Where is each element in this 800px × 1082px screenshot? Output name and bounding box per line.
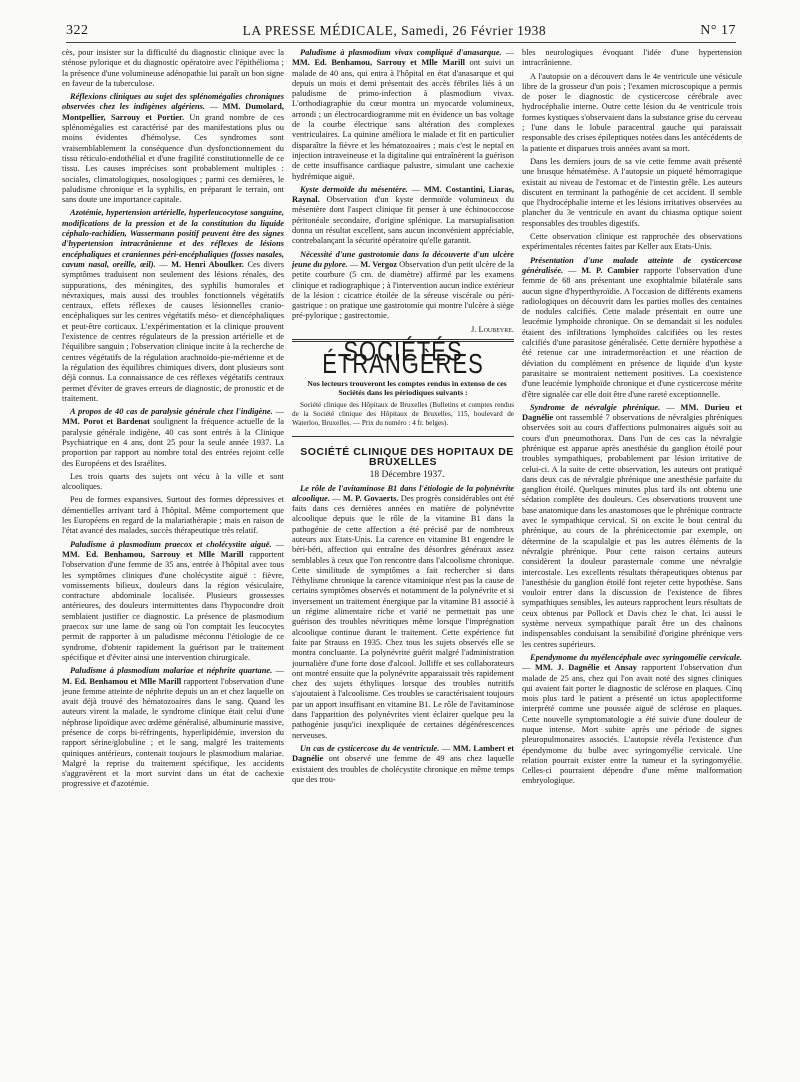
article-heading: Syndrome de névralgie phrénique. bbox=[530, 402, 661, 412]
body-paragraph bbox=[522, 232, 742, 253]
article-paragraph: Paludisme à plasmodium malariae et néphrite quartane. — M. Ed. Benhamou et Mlle Marill rapportent l'observation d'une jeune femme atteinte de néphrite depuis un an et chez laquelle on avait déjà trouvé des hématozoaires dans le sang. Quand les auteurs virent la malade, le syndrome clinique était celui d'une néphrose lipoïdique avec œdème généralisé, albuminurie massive, présence de corps bi-réfringents, hyperlipidémie, inversion du rapport sérine/globuline ; et le sang, malgré les traitements quiniques antérieurs, contenait toujours le plasmodium malariae. Malgré la reprise du traitement spécifique, les accidents s'aggravèrent et la mort survint dans un état de cachexie progressive et d'azotémie. bbox=[62, 666, 284, 789]
article-heading: Ependymome du myélencéphale avec syringomélie cervicale. bbox=[530, 652, 742, 662]
column-2-bottom bbox=[292, 484, 514, 786]
body-paragraph bbox=[522, 48, 742, 69]
column-2-top bbox=[292, 48, 514, 322]
article-authors: M. Ed. Benhamou et Mlle Marill bbox=[62, 676, 182, 686]
article-authors: MM. J. Dagnélie et Ansay bbox=[534, 663, 637, 673]
society-name: SOCIÉTÉ CLINIQUE DES HOPITAUX DE BRUXELLES bbox=[300, 445, 514, 468]
article-heading: A propos de 40 cas de paralysie générale chez l'indigène. bbox=[70, 407, 273, 417]
article-text: ont rassemblé 7 observations de névralgies phréniques observées soit au cours d'affections pulmonaires aiguës soit au cours d'un pneumothorax. Dans l'un de ces cas la névralgie phrénique est apparue après anesthésie du ganglion étoilé pour troubles sympathiques, probablement par lésion irritative de celui-ci. A la suite de cette observation, les auteurs ont pratiqué dans deux cas de névralgie phrénique une anesthésie parfaite du ganglion étoilé. Quelques minutes plus tard ils ont obtenu une sédation complète des douleurs. Ces observations trouvent une base anatomique dans les anastomoses que le phrénique contracte avec le sympathique cervical. Si on excite le bout central du phrénique, au cours de la phrénicectomie par exemple, on détermine de la scapulalgie et pas les autres éléments de la névralgie phrénique. Pour cette raison certains auteurs considèrent la douleur parasternale comme une névralgie intercostale. Les excellents résultats thérapeutiques obtenus par l'anesthésie du ganglion étoilé font rejeter cette hypothèse. Sans vouloir entrer dans la discussion de l'existence de fibres sympathiques sensibles, les auteurs rapprochent leurs résultats de ceux obtenus par Pollock et Davis chez le chat. Ici aussi le système nerveux sympathique paraît être un des chaînons indispensables conduisant la sensibilité d'origine phrénique vers les centres supérieurs. bbox=[522, 413, 742, 649]
article-text: Ces divers symptômes traduisent non seulement des lésions rénales, des suppurations, des méningites, des syphilis humorales et névraxiques, mais aussi des troubles fonctionnels végétatifs centraux, effets réflexes de causes lésionnelles cranio-encéphaliques sur les centres végétatifs méso- et diencéphaliques et peut-être corticaux. L'expérimentation et la clinique prouvent l'existence de centres régulateurs de la pression artérielle et de l'équilibre sanguin ; l'observation clinique incite à la recherche de centres végétatifs de la régulation arachnoïdo-pie-mérienne et de la régulation des équilibres chimiques divers, dont plusieurs sont déjà connus. La connaissance de ces réflexes végétatifs centraux permet d'éviter de graves erreurs de diagnostic, de pronostic et de traitement. bbox=[62, 259, 284, 403]
article-authors: MM. Costantini, Liaras, Raynal. bbox=[292, 184, 514, 205]
article-authors: M. Henri Aboulker. bbox=[171, 259, 244, 269]
article-authors: M. P. Govaerts. bbox=[342, 493, 399, 503]
article-paragraph: Le rôle de l'avitaminose B1 dans l'étiologie de la polynévrite alcoolique. — M. P. Govaerts. Des progrès considérables ont été faits dans ces dernières années en matière de polynévrite alcoolique depuis que le rôle de la vitamine B1 dans la pathogénie de cette affection a été précisé par de nombreux auteurs aux Etats-Unis. La carence en vitamine B1 engendre le béri-béri, affection qui entraîne des désordres généraux assez semblables à ceux que l'on rencontre dans l'alcoolisme chronique. Cette similitude de symptômes a fait rechercher si dans l'éthylisme chronique la carence vitaminique n'est pas la cause de certains symptômes observés et notamment de la polynévrite et si inversement un traitement énergique par la vitamine B1 associé à un régime alimentaire riche et varié ne permettait pas une guérison des troubles névritiques même lorsque l'imprégnation alcoolique continue durant le traitement. Cette expérience fut faite par Strauss en 1935. Chez tous les sujets observés elle se montra concluante. La polynévrite guérit malgré l'administration journalière d'une forte dose d'alcool. Jolliffe et ses collaborateurs ont montré ensuite que la polynévrite apparaissait très rapidement chez des sujets éthyliques lorsque des troubles nutritifs s'ajoutaient à l'alcoolisme. Ces troubles se caractérisaient toujours par un apport insuffisant en vitamine B1. Le rôle de l'avitaminose dans l'apparition des polynévrites vient éclairer quelque peu la pathogénie jusqu'ici inexpliquée de certaines dégénérescences nerveuses. bbox=[292, 483, 514, 740]
article-paragraph: Présentation d'une malade atteinte de cysticercose généralisée. — M. P. Cambier rapporte l'observation d'une femme de 68 ans présentant une exophtalmie bilatérale sans aucun signe d'hyperthyroïdie. A l'occasion de différents examens radiologiques on découvrit dans les parties molles des centaines de nodules calcifiés. Cette malade présentait en outre une leucémie lymphoïde chronique. On se demandait si les nodules étaient des infiltrations lymphoïdes calcifiées ou les restes calcifiés d'une parasitose généralisée. Cette dernière hypothèse a été retenue car une intradermoréaction et une réaction de déviation du complément en présence de liquide d'un kyste parasitaire se montraient nettement positives. La coexistence d'une leucémie lymphoïde chronique et d'une cysticercose mérite d'être signalée car elle doit être d'une rareté exceptionnelle. bbox=[522, 255, 742, 399]
article-text: Dans les derniers jours de sa vie cette femme avait présenté une brusque hématémèse. A l'autopsie un piqueté hémorragique existait au niveau de l'estomac et de l'intestin grêle. Les auteurs discutent en terminant la pathogénie de cet accident. Il semble que l'hydrocéphalie interne et les lésions irritatives observées au plancher du 3e ventricule en avant du chiasma optique soient responsables des troubles digestifs. bbox=[522, 156, 742, 228]
article-paragraph: A propos de 40 cas de paralysie générale chez l'indigène. — MM. Porot et Bardenat soulignent la fréquence actuelle de la paralysie générale indigène, 40 cas sont entrés à la Clinique Psychiatrique en 4 ans, dont 25 pour la seule année 1937. La proportion par rapport au nombre total des entrées rejoint celle des Européens et des Israélites. bbox=[62, 407, 284, 468]
article-text: Les trois quarts des sujets ont vécu à la ville et sont alcooliques. bbox=[62, 471, 284, 492]
page-header bbox=[66, 22, 736, 40]
article-text: Cette observation clinique est rapprochée des observations expérimentales récentes faites par Keller aux Etats-Unis. bbox=[522, 232, 742, 252]
article-heading: Présentation d'une malade atteinte de cysticercose généralisée. bbox=[522, 255, 742, 275]
header-rule bbox=[66, 42, 736, 43]
article-paragraph: Réflexions cliniques au sujet des splénomégalies chroniques observées chez les indigènes algériens. — MM. Dumolard, Montpellier, Sarrouy et Portier. Un grand nombre de ces splénomégalies est caractérisé par des manifestations plus ou moins évidentes d'hémolyse. Ces syndromes sont vraisemblablement la conséquence d'un dysfonctionnement du tissu réticulo-endothélial et d'une fragilité constitutionnelle de ce tissu. Les causes imprécises sont probablement multiples : sociales, climatologiques, nosologiques ; parmi ces dernières, le paludisme chronique et la syphilis, en préparant le terrain, ont sans doute une importance capitale. bbox=[62, 92, 284, 205]
article-paragraph: Nécessité d'une gastrotomie dans la découverte d'un ulcère jeune du pylore. — M. Vergoz Observation d'un petit ulcère de la petite courbure (5 cm. de diamètre) affirmé par les examens clinique et radiographique ; à l'intervention aucun indice extérieur de la lésion : cicatrice étoilée de la séreuse viscérale ou péri-gastrique : on pratique une gastrotomie qui montre l'ulcère à siège pré-pylorique ; gastrectomie. bbox=[292, 249, 514, 321]
article-heading: Nécessité d'une gastrotomie dans la découverte d'un ulcère jeune du pylore. bbox=[292, 249, 514, 269]
article-heading: Un cas de cysticercose du 4e ventricule. bbox=[300, 743, 440, 753]
article-heading: Kyste dermoïde du mésentère. bbox=[300, 184, 408, 194]
section-reference: Société clinique des Hôpitaux de Bruxelles (Bulletins et comptes rendus de la Société clinique des Hôpitaux de Bruxelles, 115, boulevard de Waterloo, Bruxelles. — Prix du numéro : 4 fr. belges). bbox=[292, 400, 514, 427]
journal-title-line bbox=[243, 23, 547, 39]
section-title: SOCIÉTÉS ÉTRANGÈRES bbox=[322, 335, 484, 380]
article-paragraph: Azotémie, hypertension artérielle, hyperleucocytose sanguine, modifications de la pression et de la constitution du liquide céphalo-rachidien, Wassermann positif peuvent être des signes d'hypertension intracrânienne et des réflexes de lésions encéphaliques et craniennes péri-encéphaliques (fosses nasales, cavum nasal, oreille, œil). — M. Henri Aboulker. Ces divers symptômes traduisent non seulement des lésions rénales, des suppurations, des méningites, des syphilis humorales et névraxiques, mais aussi des troubles fonctionnels végétatifs centraux, effets réflexes de causes lésionnelles cranio-encéphaliques sur les centres végétatifs méso- et diencéphaliques et peut-être corticaux. L'expérimentation et la clinique prouvent l'existence de centres régulateurs de la pression artérielle et de l'équilibre sanguin ; l'observation clinique incite à la recherche de centres végétatifs de la régulation arachnoïdo-pie-mérienne et de la régulation des équilibres chimiques divers, dont plusieurs sont déjà connus. La connaissance de ces réflexes végétatifs centraux permet d'éviter de graves erreurs de diagnostic, de pronostic et de traitement. bbox=[62, 208, 284, 403]
article-text: rapportent l'observation d'une jeune femme atteinte de néphrite depuis un an et chez laquelle on avait déjà trouvé des hématozoaires dans le sang. Quand les auteurs virent la malade, le syndrome clinique était celui d'une néphrose lipoïdique avec œdème généralisé, albuminurie massive, présence de corps bi-réfringents, hyperlipidémie, inversion du rapport sérine/globuline ; et le sang, malgré les traitements quiniques antérieurs, contenait toujours le plasmodium malariae. Malgré la reprise du traitement spécifique, les accidents s'aggravèrent et la mort survint dans un état de cachexie progressive et d'azotémie. bbox=[62, 676, 284, 789]
article-heading: Azotémie, hypertension artérielle, hyperleucocytose sanguine, modifications de la pression et de la constitution du liquide céphalo-rachidien, Wassermann positif peuvent être des signes d'hypertension intracrânienne et des réflexes de lésions encéphaliques et craniennes péri-encéphaliques (fosses nasales, cavum nasal, oreille, œil). bbox=[62, 208, 284, 269]
article-heading: Réflexions cliniques au sujet des splénomégalies chroniques observées chez les indigènes algériens. bbox=[62, 92, 284, 112]
article-paragraph: Un cas de cysticercose du 4e ventricule. — MM. Lambert et Dagnélie ont observé une femme de 49 ans chez laquelle existaient des troubles de cholécystite chronique en même temps que des trou- bbox=[292, 743, 514, 784]
divider bbox=[292, 436, 514, 437]
article-authors: MM. Durieu et Dagnélie bbox=[522, 402, 742, 423]
article-heading: Le rôle de l'avitaminose B1 dans l'étiologie de la polynévrite alcoolique. bbox=[292, 483, 514, 503]
article-heading: Paludisme à plasmodium malariae et néphrite quartane. bbox=[70, 666, 273, 676]
column-2 bbox=[292, 48, 514, 1073]
article-text: ont observé une femme de 49 ans chez laquelle existaient des troubles de cholécystite chronique en même temps que des trou- bbox=[292, 754, 514, 784]
article-text: ont suivi un malade de 40 ans, qui entra à l'hôpital en état d'anasarque et qui depuis un mois et demi présentait des accès fébriles liés à un paludisme de primo-infection à plasmodium vivax. L'orthodiagraphie du cœur montra un myocarde volumineux, arrondi ; un électrocardiogramme mit en évidence un bas voltage de la courbe électrique sans altération des complexes ventriculaires. La quinine améliora le malade et fit en particulier disparaître la fièvre et les hématozoaires ; mais c'est le neptal en injection intraveineuse et la digitaline qui entraînèrent la guérison de cette insuffisance cardiaque palustre, simulant une cachexie hydrémique aiguë. bbox=[292, 58, 514, 181]
body-paragraph bbox=[62, 472, 284, 493]
article-paragraph: Kyste dermoïde du mésentère. — MM. Costantini, Liaras, Raynal. Observation d'un kyste dermoïde volumineux du mésentère dont l'aspect clinique fit penser à une échinococcose péritonéale secondaire, d'origine splénique. La marsupialisation donna un résultat excellent, sans aucun inconvénient appréciable, contrebalançant la sécurité opératoire qu'elle garantit. bbox=[292, 184, 514, 246]
article-text: rapporte l'observation d'une femme de 68 ans présentant une exophtalmie bilatérale sans aucun signe d'hyperthyroïdie. A l'occasion de différents examens radiologiques on découvrit dans les parties molles des centaines de nodules calcifiés. Cette malade présentait en outre une leucémie lymphoïde chronique. On se demandait si les nodules étaient des infiltrations lymphoïdes calcifiées ou les restes calcifiés d'une parasitose généralisée. Cette dernière hypothèse a été retenue car une intradermoréaction et une réaction de déviation du complément en présence de liquide d'un kyste parasitaire se montraient nettement positives. La coexistence d'une leucémie lymphoïde chronique et d'une cysticercose mérite d'être signalée car elle doit être d'une rareté exceptionnelle. bbox=[522, 265, 742, 399]
article-authors: M. P. Cambier bbox=[581, 265, 639, 275]
article-paragraph: Syndrome de névralgie phrénique. — MM. Durieu et Dagnélie ont rassemblé 7 observations de névralgies phréniques observées soit au cours d'affections pulmonaires aiguës soit au cours d'un pneumothorax. Dans l'un de ces cas la névralgie phrénique est apparue après anesthésie du ganglion étoilé pour troubles sympathiques, probablement par lésion irritative de celui-ci. A la suite de cette observation, les auteurs ont pratiqué dans deux cas de névralgie phrénique une anesthésie parfaite du ganglion étoilé. Quelques minutes plus tard ils ont obtenu une sédation complète des douleurs. Ces observations trouvent une base anatomique dans les anastomoses que le phrénique contracte avec le sympathique cervical. Si on excite le bout central du phrénique, au cours de la phrénicectomie par exemple, on détermine de la scapulalgie et pas les autres éléments de la névralgie phrénique. Pour cette raison certains auteurs considèrent la douleur parasternale comme une névralgie intercostale. Les excellents résultats thérapeutiques obtenus par l'anesthésie du ganglion étoilé font rejeter cette hypothèse. Sans vouloir entrer dans la discussion de l'existence de fibres sympathiques sensibles, les auteurs rapprochent leurs résultats de ceux obtenus par Pollock et Davis chez le chat. Ici aussi le système nerveux sympathique paraît être un des chaînons indispensables conduisant la sensibilité d'origine phrénique vers les centres supérieurs. bbox=[522, 402, 742, 649]
article-text: Des progrès considérables ont été faits dans ces dernières années en matière de polynévrite alcoolique depuis que le rôle de la vitamine B1 dans la pathogénie de cette affection a été précisé par de nombreux auteurs aux Etats-Unis. La carence en vitamine B1 engendre le béri-béri, affection qui entraîne des désordres généraux assez semblables à ceux que l'on rencontre dans l'alcoolisme chronique. Cette similitude de symptômes a fait rechercher si dans l'éthylisme chronique la carence vitaminique n'est pas la cause de certains symptômes observés et notamment de la polynévrite et si inversement un traitement énergique par la vitamine B1 associé à un régime alimentaire riche et varié ne permettait pas une guérison des troubles névritiques même lorsque l'imprégnation alcoolique continue durant le traitement. Cette expérience fut faite par Strauss en 1935. Chez tous les sujets observés elle se montra concluante. La polynévrite guérit malgré l'administration journalière d'une forte dose d'alcool. Jolliffe et ses collaborateurs ont montré ensuite que la polynévrite apparaissait très rapidement chez des sujets éthyliques lorsque des troubles nutritifs s'ajoutaient à l'alcoolisme. Ces troubles se caractérisaient toujours par un apport insuffisant en vitamine B1. Le rôle de l'avitaminose dans l'apparition des polynévrites vient éclairer quelque peu la pathogénie jusqu'ici inexpliquée de certaines dégénérescences nerveuses. bbox=[292, 493, 514, 740]
article-text: A l'autopsie on a découvert dans le 4e ventricule une vésicule libre de la grosseur d'un pois ; l'examen microscopique a permis de poser le diagnostic de cysticercose cérébrale avec hydrocéphalie interne. Outre cette lésion du 4e ventricule trois formes kystiques s'observaient dans la substance grise du cerveau ; l'une dans le lobule paracentral gauche qui paraissait responsable des crises épileptiques notées dans les antécédents de la patiente et disparues trois années avant sa mort. bbox=[522, 71, 742, 153]
page-number: 322 bbox=[66, 23, 89, 38]
article-text: rapportent l'observation d'une femme de 35 ans, entrée à l'hôpital avec tous les symptômes cliniques d'une cholécystite aiguë : fièvre, vomissements bilieux, douleurs dans la région vésiculaire, contracture abdominale localisée. Plusieurs grossesses antérieures, des douleurs intermittentes dans l'hypocondre droit semblaient justifier ce diagnostic. La présence de plasmodium praecox sur une lame de sang où l'on comptait les leucocytes permit de rapporter à un paludisme méconnu l'étiologie de ce syndrome, d'obtenir rapidement la guérison par le traitement spécifique et d'éviter ainsi une intervention chirurgicale. bbox=[62, 549, 284, 662]
article-paragraph: Paludisme à plasmodium vivax compliqué d'anasarque. — MM. Ed. Benhamou, Sarrouy et Mlle Marill ont suivi un malade de 40 ans, qui entra à l'hôpital en état d'anasarque et qui depuis un mois et demi présentait des accès fébriles liés à un paludisme de primo-infection à plasmodium vivax. L'orthodiagraphie du cœur montra un myocarde volumineux, arrondi ; un électrocardiogramme mit en évidence un bas voltage de la courbe électrique sans altération des complexes ventriculaires. La quinine améliora le malade et fit en particulier disparaître la fièvre et les hématozoaires ; mais c'est le neptal en injection intraveineuse et la digitaline qui entraînèrent la guérison de cette insuffisance cardiaque palustre, simulant une cachexie hydrémique aiguë. bbox=[292, 48, 514, 181]
article-authors: MM. Porot et Bardenat bbox=[62, 417, 150, 427]
issue-number: N° 17 bbox=[700, 23, 736, 38]
signature: J. Loubeyre. bbox=[471, 324, 514, 334]
article-authors: MM. Lambert et Dagnélie bbox=[292, 743, 514, 764]
meeting-date: 18 Décembre 1937. bbox=[369, 470, 445, 481]
section-notice: Nos lecteurs trouveront les comptes rendus in extenso de ces Sociétés dans les périodiques suivants : bbox=[307, 378, 507, 398]
article-heading: Paludisme à plasmodium praecox et cholécystite aiguë. bbox=[70, 539, 272, 549]
column-1 bbox=[62, 48, 284, 1073]
issue-date: Samedi, 26 Février 1938 bbox=[401, 23, 547, 38]
article-text: soulignent la fréquence actuelle de la paralysie générale indigène, 40 cas sont entrés à la Clinique Psychiatrique en 4 ans, dont 25 pour la seule année 1937. La proportion par rapport au nombre total des entrées rejoint celle des Européens et des Israélites. bbox=[62, 417, 284, 468]
column-3 bbox=[522, 48, 742, 1073]
article-text: cès, pour insister sur la difficulté du diagnostic clinique avec la sténose pylorique et du diagnostic opératoire avec l'épithélioma ; la présence d'une volumineuse adénopathie lui paraît un bon signe en faveur de la tuberculose. bbox=[62, 48, 284, 88]
article-text: rapportent l'observation d'un malade de 25 ans, chez qui l'on avait noté des signes cliniques qui avaient fait porter le diagnostic de sclérose en plaques. Cinq mois plus tard le patient a présenté un ictus apoplectiforme interprété comme une poussée aiguë de sclérose en plaques. Cette nouvelle symptomatologie a été suivie d'une douleur de nuque intense. Mort subite après une période de signes pleuropulmonaires associés. L'autopsie révéla l'existence d'un épendymome du bulbe avec syringomyélie cervicale. Une relation pourrait exister entre la tumeur et la syringomyélie. Celles-ci pourraient dépendre d'une même malformation embryologique. bbox=[522, 663, 742, 786]
body-paragraph bbox=[62, 48, 284, 89]
article-text: bles neurologiques évoquant l'idée d'une hypertension intracrânienne. bbox=[522, 48, 742, 68]
journal-name: LA PRESSE MÉDICALE, bbox=[242, 23, 398, 38]
article-authors: M. Vergoz bbox=[360, 259, 398, 269]
article-heading: Paludisme à plasmodium vivax compliqué d'anasarque. bbox=[300, 48, 502, 57]
article-text: Un grand nombre de ces splénomégalies est caractérisé par des manifestations plus ou moins évidentes d'hémolyse. Ces syndromes sont vraisemblablement la conséquence d'un dysfonctionnement du tissu réticulo-endothélial et d'une fragilité constitutionnelle de ce tissu. Les causes imprécises sont probablement multiples : sociales, climatologiques, nosologiques ; parmi ces dernières, le paludisme chronique et la syphilis, en préparant le terrain, ont sans doute une importance capitale. bbox=[62, 112, 284, 205]
article-paragraph: Paludisme à plasmodium praecox et cholécystite aiguë. — MM. Ed. Benhamou, Sarrouy et Mlle Marill rapportent l'observation d'une femme de 35 ans, entrée à l'hôpital avec tous les symptômes cliniques d'une cholécystite aiguë : fièvre, vomissements bilieux, douleurs dans la région vésiculaire, contracture abdominale localisée. Plusieurs grossesses antérieures, des douleurs intermittentes dans l'hypocondre droit semblaient justifier ce diagnostic. La présence de plasmodium praecox sur une lame de sang où l'on comptait les leucocytes permit de rapporter à un paludisme méconnu l'étiologie de ce syndrome, d'obtenir rapidement la guérison par le traitement spécifique et d'éviter ainsi une intervention chirurgicale. bbox=[62, 539, 284, 662]
article-authors: MM. Ed. Benhamou, Sarrouy et Mlle Marill bbox=[62, 549, 244, 559]
article-authors: MM. Dumolard, Montpellier, Sarrouy et Portier. bbox=[62, 102, 284, 122]
body-paragraph bbox=[62, 495, 284, 536]
article-text: Observation d'un kyste dermoïde volumineux du mésentère dont l'aspect clinique fit penser à une échinococcose péritonéale secondaire, d'origine splénique. La marsupialisation donna un résultat excellent, sans aucun inconvénient appréciable, contrebalançant la sécurité opératoire qu'elle garantit. bbox=[292, 195, 514, 246]
article-authors: MM. Ed. Benhamou, Sarrouy et Mlle Marill bbox=[292, 58, 465, 68]
article-text: Peu de formes expansives. Surtout des formes dépressives et démentielles arrivant tard à l'hôpital. Même comportement que les Européens en regard de la malariathérapie ; mais en raison de l'état avancé des malades, succès thérapeutique très relatif. bbox=[62, 495, 284, 536]
article-text: Observation d'un petit ulcère de la petite courbure (5 cm. de diamètre) affirmé par les examens clinique et radiographique ; à l'intervention aucun indice extérieur de la lésion : cicatrice étoilée de la séreuse viscérale ou péri-gastrique : on pratique une gastrotomie qui montre l'ulcère à siège pré-pylorique ; gastrectomie. bbox=[292, 259, 514, 321]
body-paragraph bbox=[522, 72, 742, 154]
article-paragraph: Ependymome du myélencéphale avec syringomélie cervicale. — MM. J. Dagnélie et Ansay rapportent l'observation d'un malade de 25 ans, chez qui l'on avait noté des signes cliniques qui avaient fait porter le diagnostic de sclérose en plaques. Cinq mois plus tard le patient a présenté un ictus apoplectiforme interprété comme une poussée aiguë de sclérose en plaques. Cette nouvelle symptomatologie a été suivie d'une douleur de nuque intense. Mort subite après une période de signes pleuropulmonaires associés. L'autopsie révéla l'existence d'un épendymome du bulbe avec syringomyélie cervicale. Une relation pourrait exister entre la tumeur et la syringomyélie. Celles-ci pourraient dépendre d'une même malformation embryologique. bbox=[522, 652, 742, 786]
body-paragraph bbox=[522, 157, 742, 229]
